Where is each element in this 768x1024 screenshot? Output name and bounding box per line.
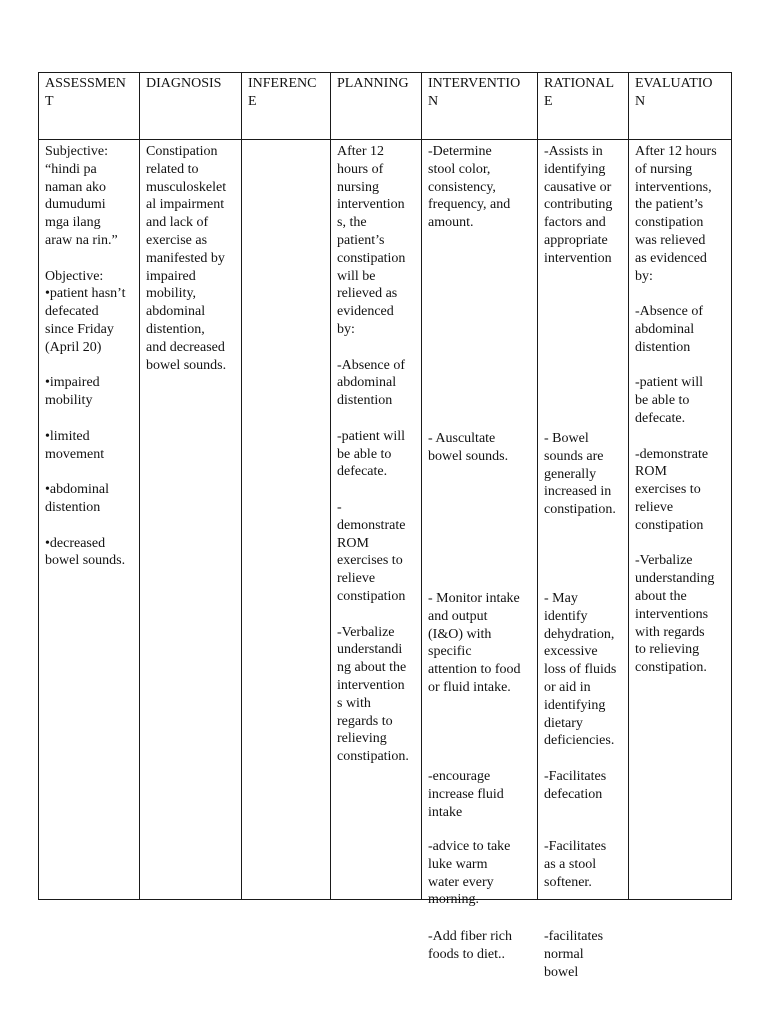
intervention-item: - Auscultate bowel sounds. [428,431,509,464]
rationale-cell [538,140,629,980]
intervention-item: -Add fiber rich foods to diet.. [428,929,512,962]
assessment-subjective: Subjective: “hindi pa naman ako dumudumi mga ilang araw na rin.” [45,144,118,248]
rationale-item: -Facilitates as a stool softener. [544,839,607,890]
header-evaluation: EVALUATIO N [629,73,732,140]
assessment-cell [39,140,140,900]
nursing-care-plan-table [38,72,732,980]
header-assessment: ASSESSMEN T [39,73,140,140]
evaluation-outcome: -Absence of abdominal distention [635,304,704,355]
rationale-item: -Assists in identifying causative or contributing factors and appropriate intervention [544,144,613,266]
evaluation-summary: After 12 hours of nursing interventions, the patient’s constipation was relieved as evidenced by: [635,144,717,284]
diagnosis-text: Constipation related to musculoskelet al impairment and lack of exercise as manifested by impaired mobility, abdominal distention, and decreased bowel sounds. [146,144,227,373]
planning-cell [331,140,422,900]
rationale-item: - Bowel sounds are generally increased in constipation. [544,431,616,518]
header-rationale: RATIONAL E [538,73,629,140]
intervention-item: -advice to take luke warm water every morning. [428,839,511,908]
content-row [39,140,732,900]
planning-criteria: -patient will be able to defecate. [337,428,406,480]
inference-cell [242,140,331,900]
header-row [39,73,732,140]
planning-goal: After 12 hours of nursing intervention s, the patient’s constipation will be relieved as evidenced by: [337,144,406,337]
rationale-item: -Facilitates defecation [544,769,607,802]
rationale-item: - May identify dehydration, excessive loss of fluids or aid in identifying dietary deficiencies. [544,591,617,749]
evaluation-outcome: -patient will be able to defecate. [635,375,704,426]
evaluation-outcome: -Verbalize understanding about the interventions with regards to relieving constipation. [635,553,715,676]
assessment-objective: Objective: •patient hasn’t defecated since Friday (April 20) •impaired mobility •limited movement •abdominal distention •decreased bowel sounds. [45,268,126,569]
rationale-item: -facilitates normal bowel [544,929,604,980]
planning-criteria: - demonstrate ROM exercises to relieve constipation [337,499,406,604]
intervention-item: - Monitor intake and output (I&O) with specific attention to food or fluid intake. [428,591,521,695]
planning-criteria: -Absence of abdominal distention [337,357,406,409]
intervention-item: -encourage increase fluid intake [428,769,504,820]
header-planning: PLANNING [331,73,422,140]
intervention-cell [422,140,538,962]
intervention-item: -Determine stool color, consistency, frequency, and amount. [428,144,511,231]
header-inference: INFERENC E [242,73,331,140]
header-intervention: INTERVENTIO N [422,73,538,140]
diagnosis-cell [140,140,242,900]
evaluation-outcome: -demonstrate ROM exercises to relieve constipation [635,446,709,533]
evaluation-cell [629,140,732,900]
header-diagnosis: DIAGNOSIS [140,73,242,140]
planning-criteria: -Verbalize understandi ng about the intervention s with regards to relieving constipation. [337,624,409,765]
